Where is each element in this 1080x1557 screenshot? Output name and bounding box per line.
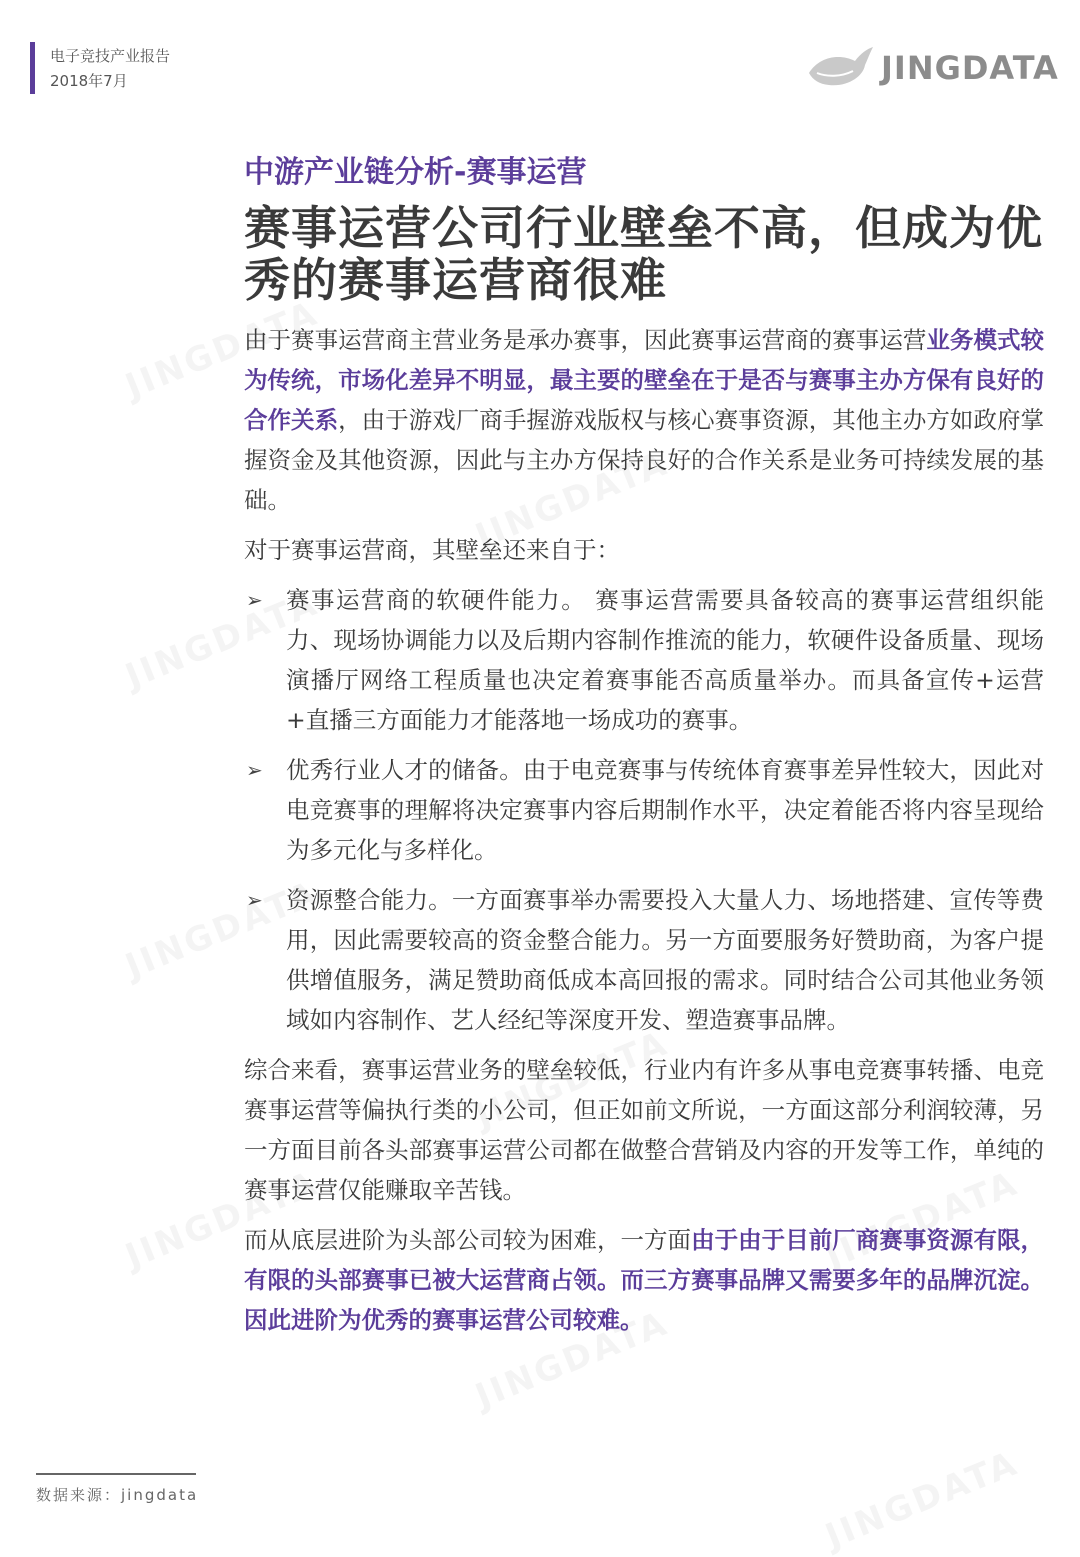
list-item-text: 资源整合能力。一方面赛事举办需要投入大量人力、场地搭建、宣传等费用，因此需要较高的资金整合能力。另一方面要服务好赞助商，为客户提供增值服务，满足赞助商低成本高回报的需求。同时结合公司其他业务领域如内容制作、艺人经纪等深度开发、塑造赛事品牌。 [286,886,1044,1034]
arrow-bullet-icon: ➢ [246,888,263,912]
list-item [244,880,1044,1040]
intro-text: 由于赛事运营商主营业务是承办赛事，因此赛事运营商的赛事运营 [244,326,927,354]
footer-divider [36,1473,196,1475]
barriers-intro: 对于赛事运营商，其壁垒还来自于： [244,536,620,564]
summary-paragraph: 综合来看，赛事运营业务的壁垒较低，行业内有许多从事电竞赛事转播、电竞赛事运营等偏执行类的小公司，但正如前文所说，一方面这部分利润较薄，另一方面目前各头部赛事运营公司都在做整合营销及内容的开发等工作，单纯的赛事运营仅能赚取辛苦钱。 [244,1056,1044,1204]
report-header [50,44,170,94]
barriers-list [244,580,1044,1040]
whale-icon [805,43,875,93]
list-item [244,750,1044,870]
main-content [244,150,1044,1350]
conclusion-paragraph [244,1220,1044,1340]
list-item-text: 优秀行业人才的储备。由于电竞赛事与传统体育赛事差异性较大，因此对电竞赛事的理解将决定赛事内容后期制作水平，决定着能否将内容呈现给为多元化与多样化。 [286,756,1044,864]
data-source: 数据来源：jingdata [36,1486,199,1504]
arrow-bullet-icon: ➢ [246,758,263,782]
report-name: 电子竞技产业报告 [50,47,171,65]
header-accent-bar [30,42,35,94]
list-item-text: 赛事运营商的软硬件能力。 赛事运营需要具备较高的赛事运营组织能力、现场协调能力以及后期内容制作推流的能力，软硬件设备质量、现场演播厅网络工程质量也决定着赛事能否高质量举办。而具备宣传+运营+直播三方面能力才能落地一场成功的赛事。 [286,586,1044,734]
watermark [820,1443,1025,1557]
section-title: 中游产业链分析-赛事运营 [244,155,587,190]
list-item [244,580,1044,740]
conclusion-highlight: 由于由于目前厂商赛事资源有限，有限的头部赛事已被大运营商占领。而三方赛事品牌又需要多年的品牌沉淀。因此进阶为优秀的赛事运营公司较难。 [244,1226,1045,1334]
intro-paragraph [244,320,1044,520]
arrow-bullet-icon: ➢ [246,588,263,612]
logo-text: JINGDATA [881,49,1059,87]
intro-text-continued: ，由于游戏厂商手握游戏版权与核心赛事资源，其他主办方如政府掌握资金及其他资源，因此与主办方保持良好的合作关系是业务可持续发展的基础。 [244,406,1045,514]
jingdata-logo [805,38,1059,98]
conclusion-text: 而从底层进阶为头部公司较为困难，一方面 [244,1226,692,1254]
page-headline: 赛事运营公司行业壁垒不高，但成为优秀的赛事运营商很难 [244,201,1043,307]
intro-highlight: 业务模式较为传统，市场化差异不明显，最主要的壁垒在于是否与赛事主办方保有良好的合作关系 [244,326,1045,434]
report-date: 2018年7月 [50,72,128,90]
